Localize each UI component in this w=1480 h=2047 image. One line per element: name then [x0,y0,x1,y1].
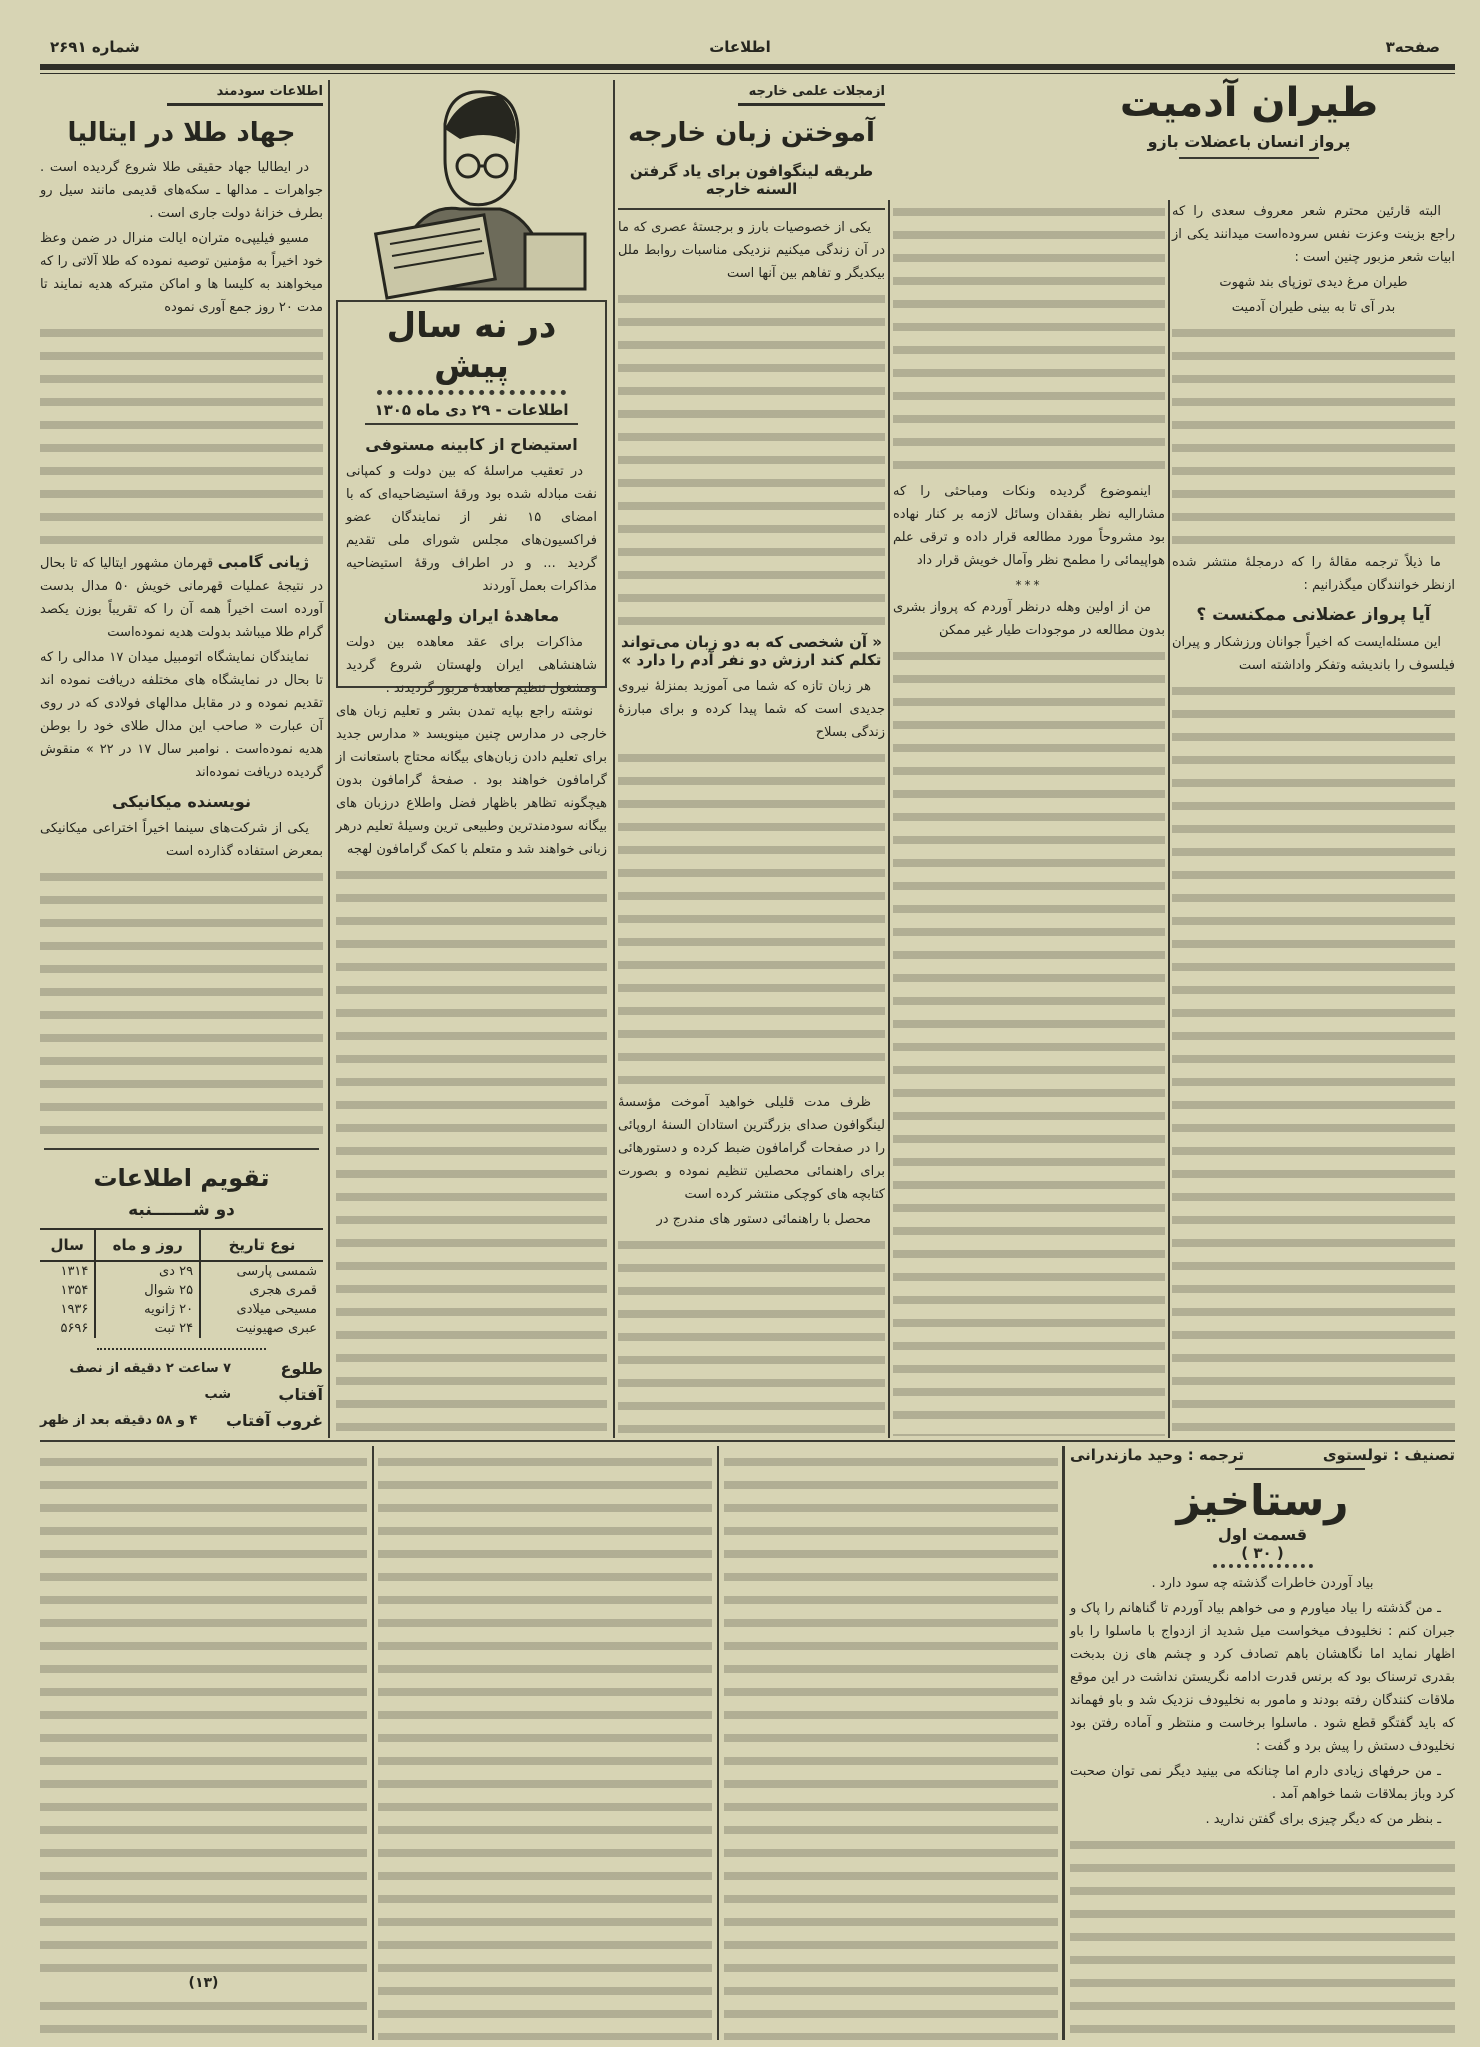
text-block [618,746,885,1091]
paragraph: ما ذیلاً ترجمه مقالهٔ را که درمجلهٔ منتشر شده ازنظر خوانندگان میگذرانیم : [1172,555,1455,593]
serial-story [1070,1446,1455,2040]
dotted-divider [97,1348,267,1350]
serial-column [40,1450,367,2040]
serial-number: ( ۳۰ ) [1241,1544,1284,1562]
text-block [618,1233,885,1436]
box-title: در نه سال پیش [386,306,557,386]
section-divider [40,1440,1455,1442]
cell: ۱۹۳۶ [40,1300,95,1319]
paragraph: ظرف مدت قلیلی خواهید آموخت مؤسسهٔ لینگوافون صدای بزرگترین استادان السنهٔ اروپائی را در صفحات گرامافون ضبط کرده و دستورهائی برای راهنمائی محصلین تنظیم نموده و بصورت کتابچه های کوچکی منتشر کرده است [618,1095,885,1202]
header-rule-thin [40,73,1455,74]
column-divider [717,1446,719,2040]
table-row [40,1300,323,1319]
paragraph: ـ من حرفهای زیادی دارم اما چنانکه می بینید دیگر نمی توان صحبت کرد وباز بملاقات شما خواهم آمد . [1070,1764,1455,1802]
text-block [336,863,607,1436]
cell: ۲۴ تبت [95,1319,200,1338]
installment-number: (۱۳) [40,1972,367,1994]
cell: شمسی پارسی [236,1264,317,1279]
text-block [40,321,323,551]
section-label: ازمجلات علمی خارجه [738,84,885,106]
paragraph: ـ بنظر من که دیگر چیزی برای گفتن ندارید . [1205,1812,1441,1827]
flight-column-left [893,200,1165,1436]
text-block [1070,1833,1455,2040]
serial-part: قسمت اول [1217,1525,1308,1544]
subheading: نویسنده میکانیکی [112,792,251,811]
cell: عبری صهیونیت [235,1321,317,1336]
dateline: اطلاعات - ۲۹ دی ماه ۱۳۰۵ [374,401,569,419]
subheading: آیا پرواز عضلانی ممکنست ؟ [1196,605,1431,625]
sunset-row [40,1408,323,1434]
cell: ۱۳۵۴ [40,1281,95,1300]
cell: ۲۵ شوال [95,1281,200,1300]
text-block [893,644,1165,1436]
flight-headline-area [893,80,1455,159]
cell: مسیحی میلادی [236,1302,317,1317]
box-rule [377,390,565,395]
cell: قمری هجری [249,1283,317,1298]
cell: ۱۳۱۴ [40,1261,95,1281]
paragraph: در تعقیب مراسلهٔ که بین دولت و کمپانی نفت مبادله شده بود ورقهٔ استیضاحیه‌ای که با امضای ۱۵ نفر از نمایندگان عضو فراکسیون‌های مجلس شورای ملی تقدیم گردید ... و در اطراف ورقهٔ استیضاحیه مذاکرات بعمل آوردند [346,464,597,594]
header-rule [40,64,1455,70]
column-divider [613,80,615,1438]
poem-line: طیران مرغ دیدی توزپای بند شهوت [1219,275,1408,290]
linguaphone-continued [336,700,607,1436]
column-divider [888,200,890,1438]
table-row [40,1319,323,1338]
paragraph: این مسئله‌ایست که اخیراً جوانان ورزشکار و پیران فیلسوف را باندیشه وتفکر واداشته است [1172,635,1455,673]
paragraph: نمایندگان نمایشگاه اتومبیل میدان ۱۷ مدالی را که تا بحال در نمایشگاه های مختلفه دریافت نموده اند تقدیم نموده و در مقابل مدالهای فولادی که در روی آن عبارت « صاحب این مدال طلای خود را بوطن هدیه نموده‌است . نوامبر سال ۱۷ در ۲۲ » منقوش گردیده دریافت نموده‌اند [40,650,323,780]
serial-column [724,1450,1058,2040]
paragraph: مسیو فیلیپی‌ه متران‌ه ایالت منرال در ضمن وعظ خود اخیراً به مؤمنین توصیه نموده که طلا آلاتی را که میخواهند به کلیسا ها و اماکن متبرکه هدیه نمایند تا مدت ۲۰ روز جمع آوری نموده [40,231,323,315]
paragraph: مذاکرات برای عقد معاهده بین دولت شاهنشاهی ایران ولهستان شروع گردید ومشغول تنظیم معاهدهٔ مزبور گردیدند . [346,635,597,696]
subheadline: طریقه لینگوافون برای یاد گرفتن السنه خارجه [629,162,874,198]
text-block [1172,321,1455,551]
text-block [40,865,323,1136]
sunset-label: غروب آفتاب [225,1411,323,1430]
paragraph: محصل با راهنمائی دستور های مندرج در [656,1212,871,1227]
cartoon-illustration [350,84,600,289]
rule [1235,1468,1365,1470]
poem-line: بدر آی تا به بینی طیران آدمیت [1231,300,1396,315]
sunrise-row [40,1356,323,1408]
newspaper-name: اطلاعات [709,38,771,56]
cell: ۲۰ ژانویه [95,1300,200,1319]
headline: جهاد طلا در ایتالیا [67,118,296,148]
paragraph: اینموضوع گردیده ونکات ومباحثی را که مشارالیه نظر بفقدان وسائل لازمه بر کنار نهاده بود مشروحاً مورد مطالعه قرار داده و ترقی علم هواپیمائی را مطمح نظر وآمال خویش قرار داد [893,484,1165,568]
col-header: نوع تاریخ [200,1229,323,1261]
flight-column-right [1172,200,1455,1436]
text-block [893,200,1165,480]
table-row [40,1261,323,1281]
subheadline: پرواز انسان باعضلات بازو [1147,132,1351,151]
column-divider [1168,200,1170,1438]
lead-name: ژیانی گامبی [217,553,310,571]
credits [1070,1446,1455,1464]
serial-column [378,1450,712,2040]
table-row [40,1281,323,1300]
calendar-rule [44,1148,319,1150]
calendar-title: تقویم اطلاعات [93,1164,270,1192]
text-block [40,1994,367,2040]
paragraph: قهرمان مشهور ایتالیا که تا بحال در نتیجهٔ عملیات قهرمانی خویش ۵۰ مدال بدست آورده است اخیراً همه آن را که تقریباً بوزن یکصد گرام طلا میباشد بدولت هدیه نموده‌است [40,556,323,640]
quote-heading: « آن شخصی که به دو زبان می‌تواند تکلم کند ارزش دو نفر آدم را دارد » [621,633,882,669]
col-header: سال [40,1229,95,1261]
author: تصنیف : تولستوی [1322,1446,1455,1464]
cell: ۲۹ دی [95,1261,200,1281]
serial-title: رستاخیز [1176,1476,1349,1525]
paragraph: هر زبان تازه که شما می آموزید بمنزلهٔ نیروی جدیدی است که شما پیدا کرده و برای مبارزهٔ زندگی بسلاح [618,679,885,740]
rule [1179,157,1319,159]
paragraph: بیاد آوردن خاطرات گذشته چه سود دارد . [1151,1576,1374,1591]
sunrise-label: طلوع آفتاب [278,1359,323,1404]
nine-years-ago-box [336,300,607,696]
col-header: روز و ماه [95,1229,200,1261]
calendar-table [40,1228,323,1338]
paragraph: در ایطالیا جهاد حقیقی طلا شروع گردیده است . جواهرات ـ مدالها ـ سکه‌های قدیمی مانند سیل رو بطرف خزانهٔ دولت جاری است . [40,160,323,221]
cell: ۵۶۹۶ [40,1319,95,1338]
sunset-value: ۴ و ۵۸ دقیقه بعد از ظهر [40,1413,198,1428]
text-block [40,1450,367,1972]
calendar-day: دو شـــــــنبه [128,1200,235,1220]
box-rule [365,423,578,425]
rule [618,208,885,210]
headline: آموختن زبان خارجه [628,118,875,148]
paragraph: ـ من گذشته را بیاد میاورم و می خواهم بیاد آوردم تا گناهانم را پاک و جبران کنم : نخلیودف میخواست میل شدید از ازدواج با ماسلوا را باو اظهار نماید اما نگاهشان باهم تصادف کرد و چشم های زن بدبخت بقدری ترسناک بود که برنس قدرت ادامه نگریستن نداشت در این موقع ملاقات کنندگان رفته بودند و مامور به نخلیودف نزدیک شد و باو فهماند که باید گفتگو قطع شود . ماسلوا برخاست و منتظر و آماده رفتن بود نخلیودف دستش را پیش برد و گفت : [1070,1601,1455,1754]
paragraph: یکی از شرکت‌های سینما اخیراً اختراعی میکانیکی بمعرض استفاده گذارده است [40,821,323,859]
column-divider [1062,1446,1065,2040]
paragraph: البته قارئین محترم شعر معروف سعدی را که راجع بزینت وعزت نفس سروده‌است میدانند یکی از ابیات شعر مزبور چنین است : [1172,204,1455,265]
issue-number: شماره ۲۶۹۱ [50,38,140,56]
translator: ترجمه : وحید مازندرانی [1070,1446,1244,1464]
text-block [618,287,885,627]
text-block [724,1450,1058,2040]
text-block [378,1450,712,2040]
paragraph: من از اولین وهله درنظر آوردم که پرواز بشری بدون مطالعه در موجودات طیار غیر ممکن [893,600,1165,638]
page-number: صفحه۳ [1385,38,1440,56]
column-divider [372,1446,374,2040]
subheading: استیضاح از کابینه مستوفی [365,435,578,454]
column-divider [328,80,330,1438]
headline: طیران آدمیت [1119,80,1379,126]
calendar [40,1160,323,1434]
text-block [1172,679,1455,1436]
article-gold-italy [40,84,323,1136]
section-label: اطلاعات سودمند [167,84,323,106]
sunrise-value: ۷ ساعت ۲ دقیقه از نصف شب [69,1361,232,1402]
subheading: معاهدهٔ ایران ولهستان [383,606,560,625]
separator: *** [1015,578,1043,592]
paragraph: یکی از خصوصیات بارز و برجستهٔ عصری که ما در آن زندگی میکنیم نزدیکی مناسبات روابط ملل بیکدیگر و تفاهم بین آنها است [618,220,885,281]
rule [1213,1564,1313,1568]
paragraph: نوشته راجع بپایه تمدن بشر و تعلیم زبان های خارجی در مدارس چنین مینویسد « مدارس جدید برای تعلیم دادن زبان‌های بیگانه محتاج باستعانت از گرامافون خواهند بود . صفحهٔ گرامافون بدون هیچگونه تظاهر باظهار فضل واطلاع درزبان های بیگانه سودمندترین وطبیعی ترین وسیلهٔ تعلیم درهر زبانی خواهند شد و متعلم با کمک گرامافون لهجه [336,704,607,857]
article-foreign-language [618,84,885,1436]
